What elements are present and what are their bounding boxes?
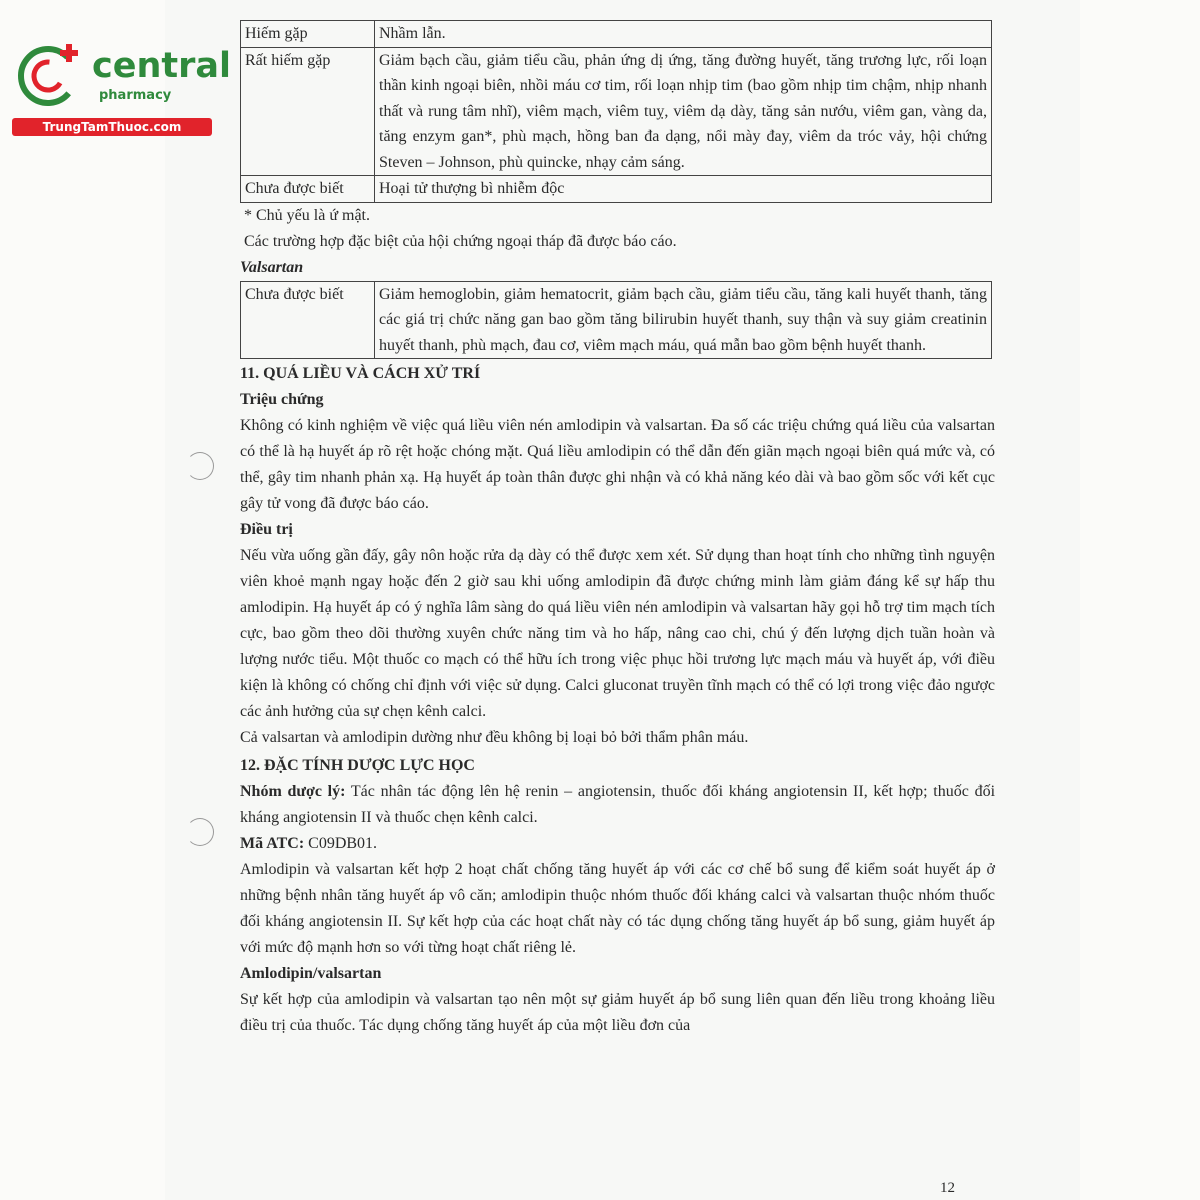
description-cell: Giảm hemoglobin, giảm hematocrit, giảm bạch cầu, giảm tiểu cầu, tăng kali huyết thanh, tăng các giá trị chức năng gan bao gồm tăng bilirubin huyết thanh, suy thận và suy giảm creatinin huyết thanh, phù mạch, đau cơ, viêm mạch máu, quá mẫn bao gồm bệnh huyết thanh. [375, 281, 992, 359]
valsartan-heading: Valsartan [240, 258, 304, 276]
treatment-paragraph: Nếu vừa uống gần đấy, gây nôn hoặc rửa dạ dày có thể được xem xét. Sử dụng than hoạt tính cho những tình nguyện viên khoẻ mạnh ngay hoặc đến 2 giờ sau khi uống amlodipin đã được chứng minh làm giảm đáng kể sự hấp thu amlodipin. Hạ huyết áp có ý nghĩa lâm sàng do quá liều viên nén amlodipin và valsartan hãy gọi hỗ trợ tim mạch tích cực, bao gồm theo dõi thường xuyên chức năng tim và ho hấp, nâng cao chi, chú ý đến lượng dịch tuần hoàn và lượng nước tiểu. Một thuốc co mạch có thể hữu ích trong việc phục hồi trương lực mạch máu và huyết áp, với điều kiện là không có chống chỉ định với việc sử dụng. Calci gluconat truyền tĩnh mạch có thể có lợi trong việc đảo ngược các ảnh hưởng của sự chẹn kênh calci. [240, 547, 995, 720]
logo-name: central [92, 46, 232, 86]
table-row [241, 47, 992, 176]
atc-code-line [240, 831, 995, 857]
logo-url-badge[interactable]: TrungTamThuoc.com [12, 118, 212, 136]
punch-hole-mark [186, 818, 214, 846]
frequency-cell: Rất hiếm gặp [241, 47, 375, 176]
group-label: Nhóm dược lý: [240, 783, 346, 800]
combination-paragraph: Sự kết hợp của amlodipin và valsartan tạo nên một sự giảm huyết áp bổ sung liên quan đến liều trong khoảng liều điều trị của thuốc. Tác dụng chống tăng huyết áp của một liều đơn của [240, 991, 995, 1034]
mechanism-paragraph: Amlodipin và valsartan kết hợp 2 hoạt chất chống tăng huyết áp với các cơ chế bổ sung để kiểm soát huyết áp ở những bệnh nhân tăng huyết áp vô căn; amlodipin thuộc nhóm thuốc đối kháng calci và valsartan thuộc nhóm thuốc đối kháng angiotensin II. Sự kết hợp của các hoạt chất này có tác dụng chống tăng huyết áp bổ sung, giảm huyết áp với mức độ mạnh hơn so với từng hoạt chất riêng lẻ. [240, 861, 995, 956]
valsartan-effects-table [240, 281, 992, 360]
frequency-cell: Chưa được biết [241, 281, 375, 359]
extrapyramidal-note: Các trường hợp đặc biệt của hội chứng ngoại tháp đã được báo cáo. [244, 232, 677, 250]
punch-hole-mark [186, 452, 214, 480]
dialysis-paragraph: Cả valsartan và amlodipin dường như đều không bị loại bỏ bởi thẩm phân máu. [240, 729, 749, 746]
amlodipin-valsartan-heading: Amlodipin/valsartan [240, 965, 382, 982]
central-pharmacy-logo[interactable] [8, 38, 232, 138]
page-number: 12 [940, 1180, 955, 1196]
frequency-cell: Hiếm gặp [241, 21, 375, 48]
atc-label: Mã ATC: [240, 835, 305, 852]
symptoms-paragraph: Không có kinh nghiệm về việc quá liều viên nén amlodipin và valsartan. Đa số các triệu chứng quá liều của valsartan có thể là hạ huyết áp rõ rệt hoặc chóng mặt. Quá liều amlodipin có thể dẫn đến giãn mạch ngoại biên quá mức và, có thể, gây tim nhanh phản xạ. Hạ huyết áp toàn thân được ghi nhận và có khả năng kéo dài và bao gồm sốc với kết cục gây tử vong đã được báo cáo. [240, 417, 995, 512]
document-body [240, 20, 995, 1039]
symptoms-heading: Triệu chứng [240, 391, 324, 408]
treatment-heading: Điều trị [240, 521, 293, 538]
table-row [241, 176, 992, 203]
footnote: * Chủ yếu là ứ mật. [244, 206, 370, 224]
description-cell: Giảm bạch cầu, giảm tiểu cầu, phản ứng dị ứng, tăng đường huyết, tăng trương lực, rối loạn thần kinh ngoại biên, nhồi máu cơ tim, rối loạn nhịp tim (bao gồm nhịp tim chậm, nhịp nhanh thất và rung tâm nhĩ), viêm mạch, viêm tuỵ, viêm dạ dày, tăng sản nướu, viêm gan, vàng da, tăng enzym gan*, phù mạch, hồng ban đa dạng, nổi mày đay, viêm da tróc vảy, hội chứng Steven – Johnson, phù quincke, nhạy cảm sáng. [375, 47, 992, 176]
table-row [241, 21, 992, 48]
section-12-title: 12. ĐẶC TÍNH DƯỢC LỰC HỌC [240, 757, 475, 774]
logo-subtitle: pharmacy [99, 88, 172, 103]
table-row [241, 281, 992, 359]
section-11-title: 11. QUÁ LIỀU VÀ CÁCH XỬ TRÍ [240, 365, 481, 382]
description-cell: Hoại tử thượng bì nhiễm độc [375, 176, 992, 203]
group-text: Tác nhân tác động lên hệ renin – angiotensin, thuốc đối kháng angiotensin II, kết hợp; thuốc đối kháng angiotensin II và thuốc chẹn kênh calci. [240, 783, 996, 826]
pharmacologic-group-paragraph [240, 779, 995, 831]
logo-ring-icon [14, 40, 86, 112]
adverse-effects-table [240, 20, 992, 203]
atc-value: C09DB01. [304, 835, 378, 852]
frequency-cell: Chưa được biết [241, 176, 375, 203]
description-cell: Nhầm lẫn. [375, 21, 992, 48]
